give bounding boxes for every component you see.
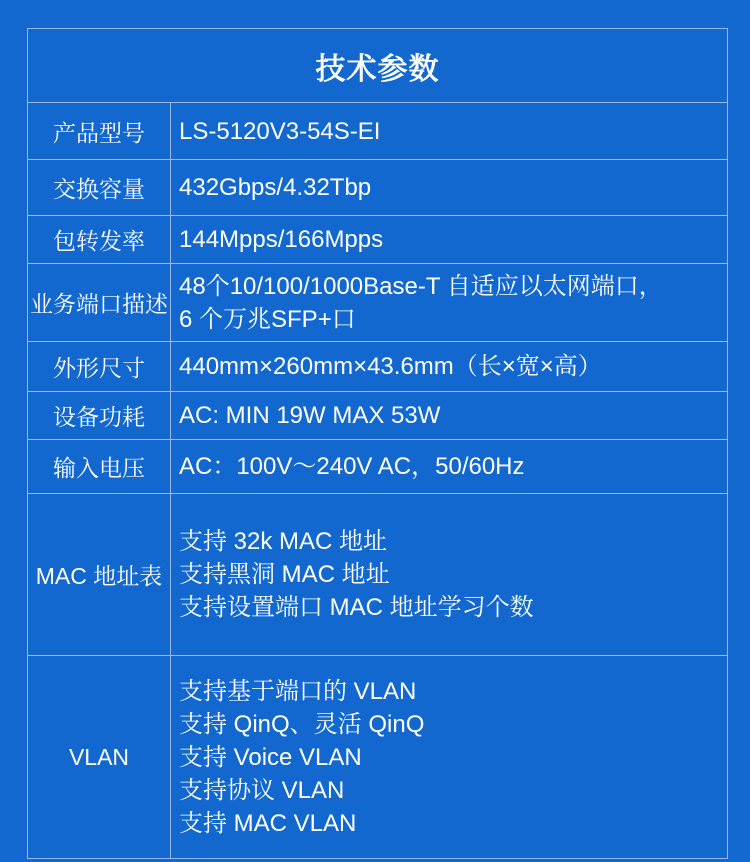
value-line: 支持 MAC VLAN [179,809,357,837]
table-row-dimensions [28,341,727,391]
row-value [171,160,727,215]
value-line: 支持基于端口的 VLAN [179,677,417,705]
value-line: 432Gbps/4.32Tbp [179,174,372,201]
value-line: 144Mpps/166Mpps [179,226,384,253]
row-label: 输入电压 [28,440,171,493]
value-line: AC：100V～240V AC，50/60Hz [179,453,525,480]
value-line: 48个10/100/1000Base-T 自适应以太网端口， [179,272,663,300]
value-line: 支持设置端口 MAC 地址学习个数 [179,594,534,621]
table-row-forwarding-rate [28,215,727,263]
row-label: 设备功耗 [28,392,171,439]
value-line: 440mm×260mm×43.6mm（长×宽×高） [179,353,602,380]
table-row-service-ports [28,263,727,341]
value-line: AC: MIN 19W MAX 53W [179,402,441,429]
row-label: VLAN [28,656,171,858]
row-label: 包转发率 [28,216,171,263]
value-line: 6 个万兆SFP+口 [179,305,356,333]
value-line: 支持 Voice VLAN [179,743,362,771]
row-value [171,392,727,439]
table-row-mac-address-table [28,493,727,655]
table-row-input-voltage [28,439,727,493]
value-line: 支持黑洞 MAC 地址 [179,561,390,588]
row-label: 外形尺寸 [28,342,171,391]
row-label: 产品型号 [28,103,171,159]
table-header [28,29,727,102]
value-line: 支持协议 VLAN [179,776,345,804]
row-value [171,216,727,263]
row-label: 交换容量 [28,160,171,215]
row-label: 业务端口描述 [28,264,171,341]
table-row-switching-capacity [28,159,727,215]
table-row-power-consumption [28,391,727,439]
value-line: 支持 QinQ、灵活 QinQ [179,710,425,738]
table-title: 技术参数 [315,52,440,86]
table-row-vlan [28,655,727,858]
row-value [171,342,727,391]
table-row-product-model [28,102,727,159]
row-value [171,494,727,655]
row-value [171,440,727,493]
spec-table [27,28,728,859]
value-line: LS-5120V3-54S-EI [179,117,381,145]
row-value [171,656,727,858]
row-label: MAC 地址表 [28,494,171,655]
row-value [171,103,727,159]
row-value [171,264,727,341]
value-line: 支持 32k MAC 地址 [179,528,388,555]
